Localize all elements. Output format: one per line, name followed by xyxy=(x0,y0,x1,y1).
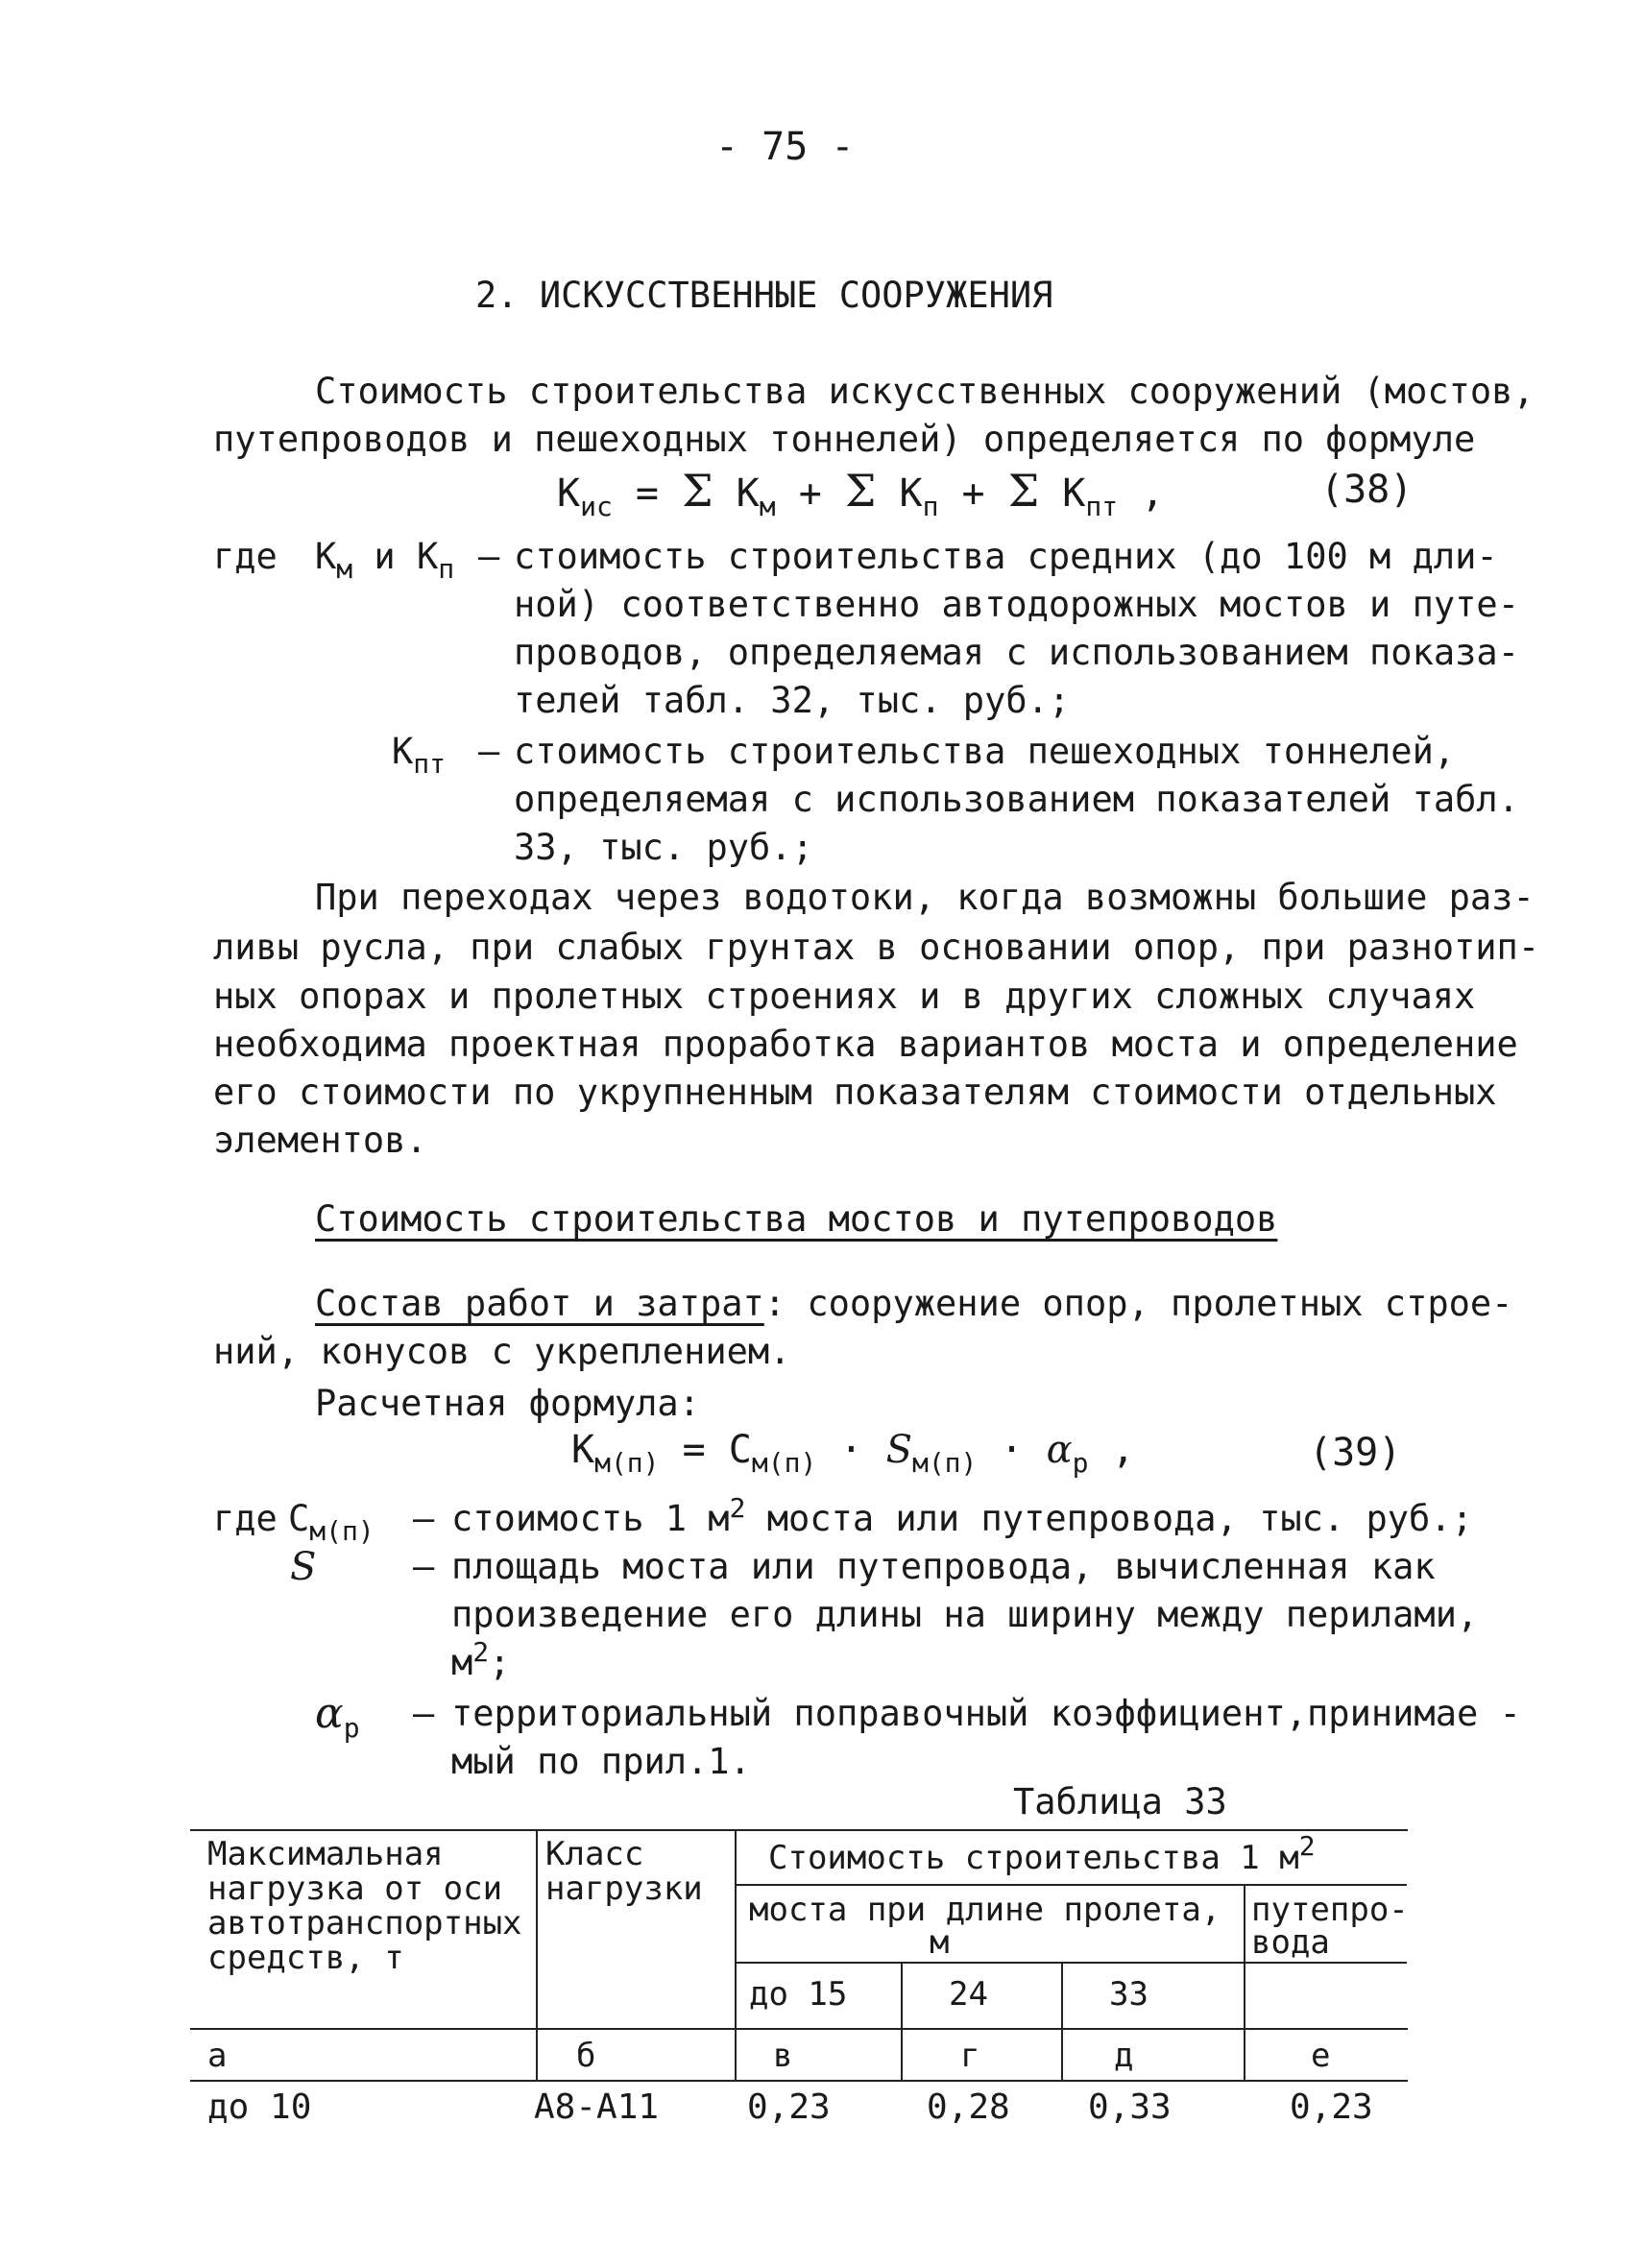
letter-b: б xyxy=(576,2037,596,2075)
row-overpass: 0,23 xyxy=(1290,2087,1373,2127)
intro-line-1: Стоимость строительства искусственных сооружений (мостов, xyxy=(315,371,1535,412)
table-vrule-3 xyxy=(901,1962,903,2080)
para2-line-5: его стоимости по укрупненным показателям стоимости отдельных xyxy=(213,1072,1497,1113)
formula-38: $К_{ис} = \Sigma$ $К_м + \Sigma$ $К_п + \Sigma$ $К_{пт}$ , xyxy=(557,465,1165,522)
formula-39-number: (39) xyxy=(1309,1431,1402,1475)
table-vrule-2 xyxy=(735,1829,737,2080)
where1-line-1: стоимость строительства средних (до 100 м дли- xyxy=(514,536,1498,577)
formula-38-number: (38) xyxy=(1320,468,1414,512)
overpass-head-line-1: путепро- xyxy=(1251,1891,1409,1929)
where1-line-4: телей табл. 32, тыс. руб.; xyxy=(514,680,1071,721)
letter-d: д xyxy=(1114,2037,1134,2075)
calc-label: Расчетная формула: xyxy=(315,1383,700,1424)
kpt-symbol: $К_{пт}$ xyxy=(392,731,446,780)
group-head: Стоимость строительства 1 $м^2$ xyxy=(768,1830,1316,1877)
head-a-line-3: автотранспортных xyxy=(207,1904,522,1942)
span-head-24: 24 xyxy=(949,1975,988,2014)
c-dash: – xyxy=(413,1498,435,1539)
where1-line-2: ной) соответственно автодорожных мостов и путе- xyxy=(514,584,1519,625)
km-kp-symbols: $К_м$ и $К_п$ xyxy=(315,536,455,585)
composition-label: Состав работ и затрат xyxy=(315,1283,764,1324)
table-vrule-5 xyxy=(1244,1884,1245,2080)
head-a-line-4: средств, т xyxy=(207,1939,404,1977)
table-rule-top xyxy=(190,1829,1408,1831)
table-rule-letters-bottom xyxy=(190,2080,1408,2082)
where2-line-3: 33, тыс. руб.; xyxy=(514,827,813,868)
alpha-dash: – xyxy=(413,1693,435,1734)
letter-g: г xyxy=(960,2037,980,2075)
alpha-symbol: $\alpha_р$ xyxy=(315,1689,360,1744)
where3-label: где xyxy=(213,1498,278,1539)
c-symbol: $С_{м(п)}$ xyxy=(288,1498,375,1547)
where2-line-1: стоимость строительства пешеходных тоннелей, xyxy=(514,731,1456,772)
span-head-15: до 15 xyxy=(749,1975,848,2014)
overpass-head-line-2: вода xyxy=(1251,1923,1330,1962)
intro-line-2: путепроводов и пешеходных тоннелей) определяется по формуле xyxy=(213,419,1476,460)
s-desc-line-1: площадь моста или путепровода, вычисленная как xyxy=(451,1546,1436,1587)
para2-line-6: элементов. xyxy=(213,1120,427,1161)
row-span-24: 0,28 xyxy=(927,2087,1010,2127)
alpha-desc-line-1: территориальный поправочный коэффициент,принимае - xyxy=(451,1693,1521,1734)
letter-e: е xyxy=(1311,2037,1331,2075)
s-dash: – xyxy=(413,1546,435,1587)
s-symbol: S xyxy=(290,1545,317,1589)
formula-39: $К_{м(п)} = С_{м(п)} \cdot S_{м(п)} \cdot \alpha_р$ , xyxy=(571,1428,1135,1479)
head-b-line-1: Класс xyxy=(545,1835,644,1873)
section-heading: 2. ИСКУССТВЕННЫЕ СООРУЖЕНИЯ xyxy=(475,275,1053,316)
where1-line-3: проводов, определяемая с использованием показа- xyxy=(514,632,1519,673)
row-load: до 10 xyxy=(207,2087,312,2127)
row-span-15: 0,23 xyxy=(747,2087,831,2127)
where1-dash: – xyxy=(478,536,500,577)
table-caption: Таблица 33 xyxy=(1013,1781,1227,1822)
page-number: - 75 - xyxy=(715,125,855,169)
letter-a: а xyxy=(207,2037,228,2075)
s-desc-line-2: произведение его длины на ширину между перилами, xyxy=(451,1594,1479,1635)
where2-line-2: определяемая с использованием показателей табл. xyxy=(514,779,1519,820)
table-rule-header-bottom xyxy=(190,2028,1408,2030)
head-a-line-2: нагрузка от оси xyxy=(207,1870,503,1908)
para2-line-3: ных опорах и пролетных строениях и в других сложных случаях xyxy=(213,976,1476,1017)
table-rule-sub xyxy=(735,1962,1407,1964)
bridge-head-line-2: м xyxy=(930,1923,950,1962)
row-span-33: 0,33 xyxy=(1088,2087,1172,2127)
row-class: А8-А11 xyxy=(534,2087,660,2127)
where-label: где xyxy=(213,536,278,577)
bridge-head-line-1: моста при длине пролета, xyxy=(749,1891,1221,1929)
head-b-line-2: нагрузки xyxy=(545,1870,703,1908)
composition-line-2: ний, конусов с укреплением. xyxy=(213,1331,791,1372)
table-vrule-1 xyxy=(536,1829,538,2080)
para2-line-2: ливы русла, при слабых грунтах в основании опор, при разнотип- xyxy=(213,927,1540,968)
c-desc: стоимость 1 $м^2$ моста или путепровода, тыс. руб.; xyxy=(451,1492,1473,1539)
head-a-line-1: Максимальная xyxy=(207,1835,444,1873)
table-rule-group xyxy=(735,1884,1407,1886)
composition-line-1: Состав работ и затрат: сооружение опор, пролетных строе- xyxy=(315,1283,1513,1324)
letter-v: в xyxy=(773,2037,793,2075)
subheading: Стоимость строительства мостов и путепроводов xyxy=(315,1198,1278,1240)
table-vrule-4 xyxy=(1061,1962,1063,2080)
span-head-33: 33 xyxy=(1109,1975,1148,2014)
alpha-desc-line-2: мый по прил.1. xyxy=(451,1741,751,1782)
para2-line-4: необходима проектная проработка вариантов моста и определение xyxy=(213,1024,1518,1065)
para2-line-1: При переходах через водотоки, когда возможны большие раз- xyxy=(315,877,1535,918)
where2-dash: – xyxy=(478,731,500,772)
s-desc-unit: $м^2$; xyxy=(451,1636,511,1683)
